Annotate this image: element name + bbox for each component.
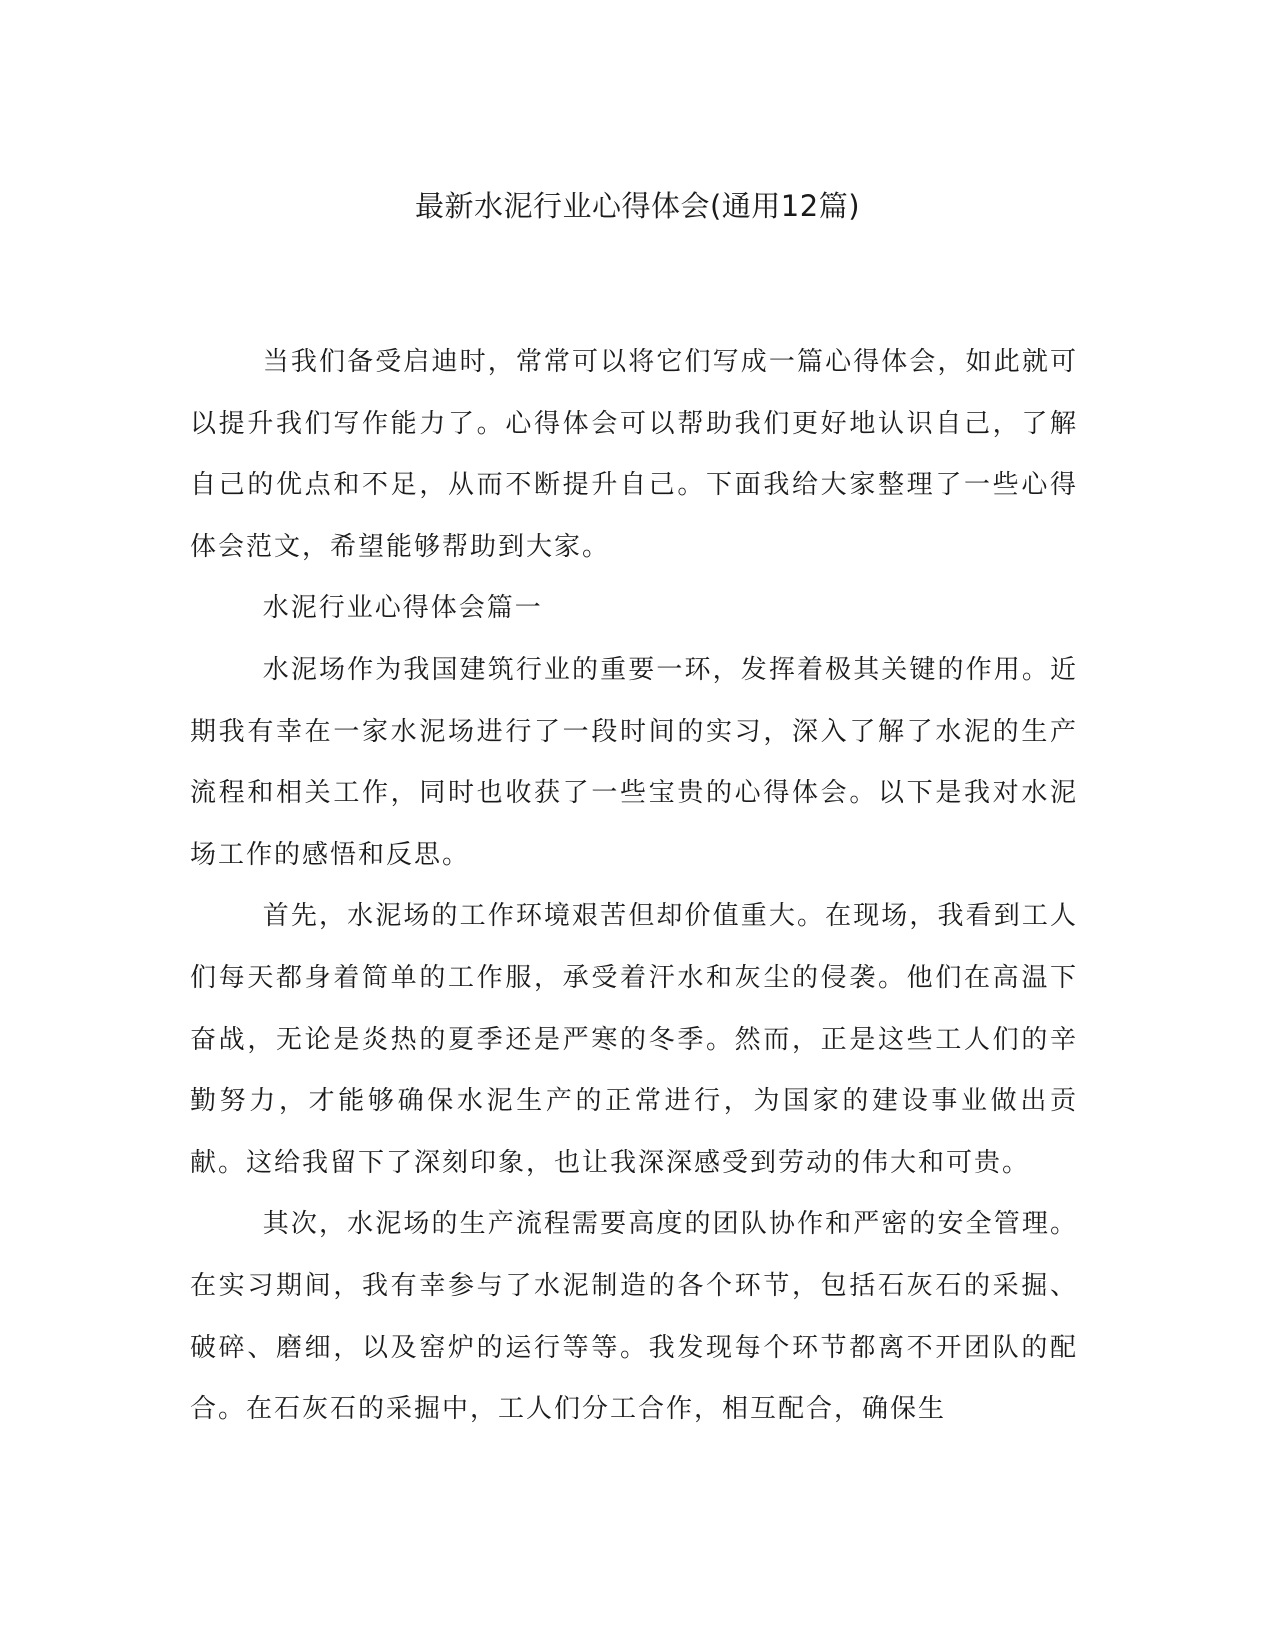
body-paragraph: 水泥场作为我国建筑行业的重要一环，发挥着极其关键的作用。近期我有幸在一家水泥场进行了一段时间的实习，深入了解了水泥的生产流程和相关工作，同时也收获了一些宝贵的心得体会。以下是我对水泥场工作的感悟和反思。	[190, 654, 1078, 870]
body-paragraph: 首先，水泥场的工作环境艰苦但却价值重大。在现场，我看到工人们每天都身着简单的工作服，承受着汗水和灰尘的侵袭。他们在高温下奋战，无论是炎热的夏季还是严寒的冬季。然而，正是这些工人们的辛勤努力，才能够确保水泥生产的正常进行，为国家的建设事业做出贡献。这给我留下了深刻印象，也让我深深感受到劳动的伟大和可贵。	[190, 901, 1078, 1178]
section-heading: 水泥行业心得体会篇一	[262, 593, 543, 624]
document-title: 最新水泥行业心得体会(通用12篇)	[414, 189, 861, 223]
intro-paragraph: 当我们备受启迪时，常常可以将它们写成一篇心得体会，如此就可以提升我们写作能力了。心得体会可以帮助我们更好地认识自己，了解自己的优点和不足，从而不断提升自己。下面我给大家整理了一些心得体会范文，希望能够帮助到大家。	[190, 347, 1078, 562]
body-paragraph: 其次，水泥场的生产流程需要高度的团队协作和严密的安全管理。在实习期间，我有幸参与了水泥制造的各个环节，包括石灰石的采掘、破碎、磨细，以及窑炉的运行等等。我发现每个环节都离不开团队的配合。在石灰石的采掘中，工人们分工合作，相互配合，确保生	[190, 1209, 1078, 1425]
document-body	[190, 332, 1078, 1441]
